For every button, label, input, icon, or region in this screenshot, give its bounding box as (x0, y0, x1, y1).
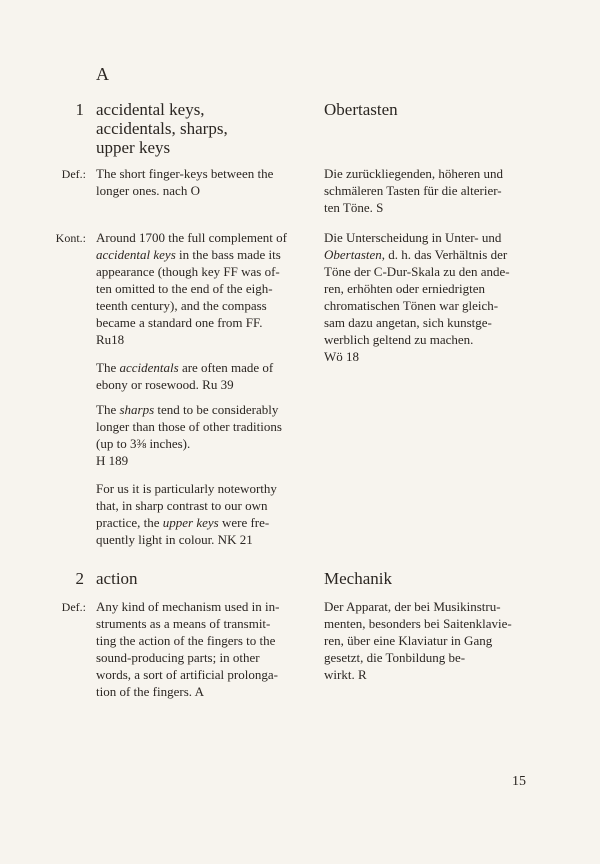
definition-line: longer ones. nach O (96, 183, 200, 198)
context-line (96, 401, 306, 418)
definition-line: Der Apparat, der bei Musikinstru- (324, 599, 501, 614)
definition-line: tion of the fingers. A (96, 684, 204, 699)
page-number: 15 (512, 774, 526, 789)
context-en-1b (96, 359, 306, 393)
definition-line: ten Töne. S (324, 200, 384, 215)
context-en-1d (96, 480, 306, 548)
context-de-1 (324, 229, 546, 365)
kont-label-1: Kont.: (55, 231, 86, 245)
definition-line: sound-producing parts; in other (96, 650, 260, 665)
context-line: Die Unterscheidung in Unter- und (324, 230, 502, 245)
source-ref: Ru18 (96, 332, 125, 347)
definition-line: words, a sort of artificial prolonga- (96, 667, 278, 682)
italic-term: accidentals (119, 360, 179, 375)
context-text: The (96, 360, 120, 375)
definition-line: The short finger-keys between the (96, 166, 274, 181)
definition-line: Any kind of mechanism used in in- (96, 599, 280, 614)
definition-line: gesetzt, die Tonbildung be- (324, 650, 466, 665)
definition-line: wirkt. R (324, 667, 367, 682)
context-line (96, 359, 306, 376)
context-line: that, in sharp contrast to our own (96, 498, 268, 513)
context-text: are often made of (178, 360, 274, 375)
context-line: (up to 3⅜ inches). (96, 436, 191, 451)
italic-term: upper keys (162, 515, 219, 530)
context-line (96, 246, 306, 263)
context-text: tend to be considerably (154, 402, 279, 417)
context-line (324, 246, 546, 263)
italic-term: sharps (119, 402, 155, 417)
context-line: For us it is particularly noteworthy (96, 481, 277, 496)
context-en-1a (96, 229, 306, 348)
entry-number-2: 2 (75, 569, 84, 588)
entry-term-en-1 (96, 100, 228, 157)
context-line: Töne der C-Dur-Skala zu den ande- (324, 264, 510, 279)
context-line: ren, erhöhten oder erniedrigten (324, 281, 485, 296)
definition-en-1 (96, 165, 306, 199)
source-ref: Wö 18 (324, 349, 360, 364)
context-text: , d. h. das Verhältnis der (381, 247, 508, 262)
definition-line: ren, über eine Klaviatur in Gang (324, 633, 493, 648)
term-en-line: upper keys (96, 138, 171, 157)
definition-line: ting the action of the fingers to the (96, 633, 276, 648)
definition-line: Die zurückliegenden, höheren und (324, 166, 504, 181)
section-letter: A (96, 64, 109, 84)
definition-line: struments as a means of transmit- (96, 616, 271, 631)
context-line: ten omitted to the end of the eigh- (96, 281, 273, 296)
context-text: were fre- (218, 515, 270, 530)
context-line: became a standard one from FF. (96, 315, 263, 330)
def-label-2: Def.: (61, 600, 86, 614)
entry-term-de-1: Obertasten (324, 100, 398, 119)
context-line: appearance (though key FF was of- (96, 264, 280, 279)
italic-term: Obertasten (324, 247, 382, 262)
context-text: The (96, 402, 120, 417)
context-line (96, 514, 306, 531)
source-ref: H 189 (96, 453, 129, 468)
definition-de-2 (324, 598, 546, 683)
definition-line: menten, besonders bei Saitenklavie- (324, 616, 512, 631)
entry-number-1: 1 (75, 100, 84, 119)
context-line: sam dazu angetan, sich kunstge- (324, 315, 492, 330)
context-line: chromatischen Tönen war gleich- (324, 298, 499, 313)
italic-term: accidental keys (96, 247, 176, 262)
context-en-1c (96, 401, 306, 469)
context-line: teenth century), and the compass (96, 298, 267, 313)
def-label-1: Def.: (61, 167, 86, 181)
context-line: Around 1700 the full complement of (96, 230, 287, 245)
term-en-line: accidentals, sharps, (96, 119, 228, 138)
context-line: ebony or rosewood. Ru 39 (96, 377, 234, 392)
definition-de-1 (324, 165, 546, 216)
context-text: practice, the (96, 515, 163, 530)
entry-term-de-2: Mechanik (324, 569, 392, 588)
context-line: longer than those of other traditions (96, 419, 282, 434)
entry-term-en-2: action (96, 569, 138, 588)
context-text: in the bass made its (175, 247, 281, 262)
term-en-line: accidental keys, (96, 100, 205, 119)
definition-line: schmäleren Tasten für die alterier- (324, 183, 502, 198)
context-line: quently light in colour. NK 21 (96, 532, 253, 547)
definition-en-2 (96, 598, 306, 700)
context-line: werblich geltend zu machen. (324, 332, 474, 347)
